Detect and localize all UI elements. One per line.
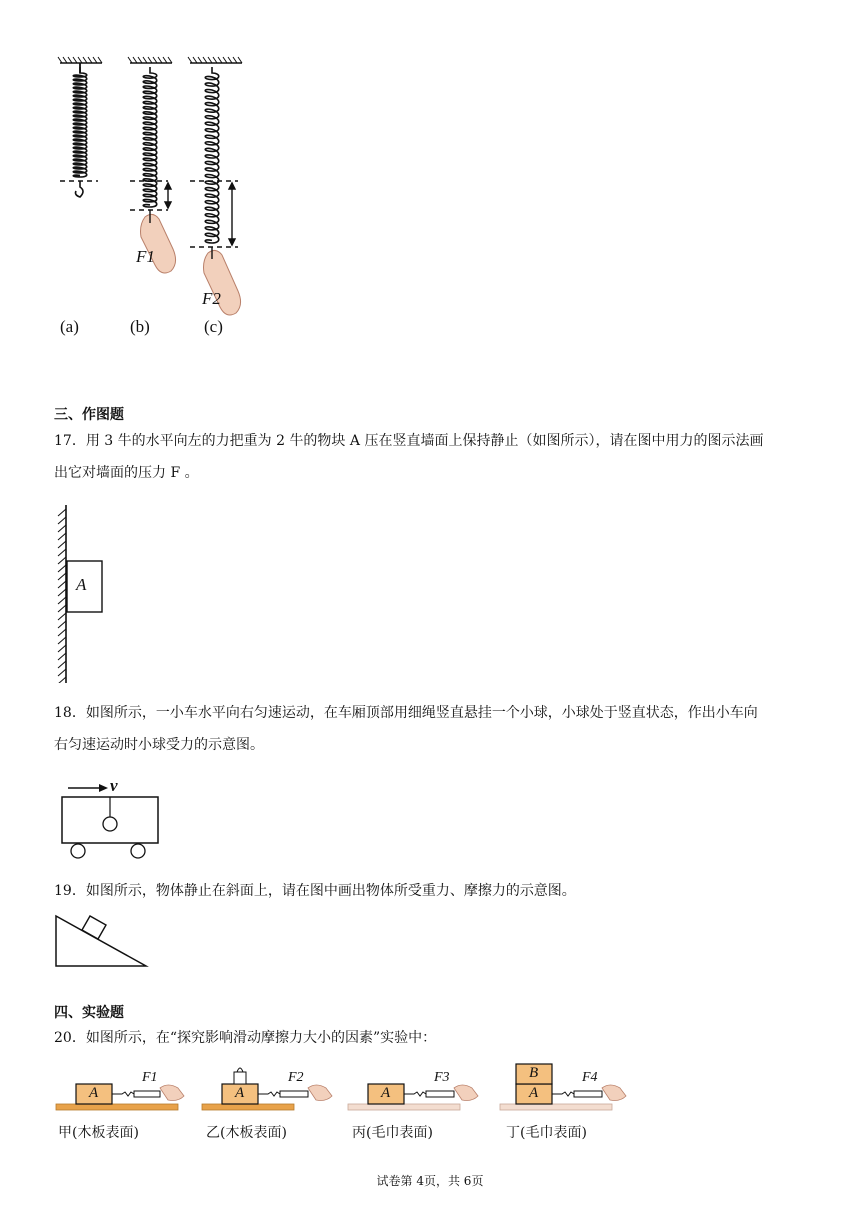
wall-hatch-line bbox=[58, 653, 66, 660]
wall-hatch-line bbox=[58, 509, 66, 516]
q18-text bbox=[54, 697, 824, 761]
q20-text: 20．如图所示，在“探究影响滑动摩擦力大小的因素”实验中： bbox=[54, 1030, 437, 1046]
incline-diagram bbox=[54, 908, 154, 970]
wall-hatch-line bbox=[58, 605, 66, 612]
spring-figure bbox=[50, 55, 270, 345]
wall-hatch-line bbox=[58, 549, 66, 556]
q18-figure bbox=[58, 776, 168, 864]
block-a-label: A bbox=[76, 575, 87, 594]
q20-figure bbox=[54, 1058, 654, 1144]
section-3-title: 三、作图题 bbox=[54, 407, 124, 423]
wall-hatch-line bbox=[58, 533, 66, 540]
wall-hatch-line bbox=[58, 573, 66, 580]
wall-hatch-line bbox=[58, 597, 66, 604]
setup-4-caption: 丁(毛巾表面) bbox=[506, 1125, 587, 1141]
wall-hatch-line bbox=[58, 677, 66, 683]
wall-hatch-line bbox=[58, 621, 66, 628]
wall-hatch-line bbox=[58, 589, 66, 596]
setup-4-block-a: A bbox=[529, 1085, 539, 1101]
q18-line-1: 18．如图所示，一小车水平向右匀速运动，在车厢顶部用细绳竖直悬挂一个小球，小球处于竖直状态，作出小车向 bbox=[54, 705, 758, 721]
wall-hatch-line bbox=[58, 581, 66, 588]
setup-4-block-b: B bbox=[529, 1065, 539, 1081]
setup-4-force: F4 bbox=[582, 1070, 598, 1085]
q17-text bbox=[54, 425, 824, 489]
wall-hatch-line bbox=[58, 661, 66, 668]
q19-text: 19．如图所示，物体静止在斜面上，请在图中画出物体所受重力、摩擦力的示意图。 bbox=[54, 883, 576, 899]
friction-experiments bbox=[54, 1058, 654, 1118]
wall-hatch-line bbox=[58, 541, 66, 548]
spring-coil bbox=[205, 67, 219, 243]
caption-b: (b) bbox=[130, 317, 150, 336]
wall-hatch-line bbox=[58, 565, 66, 572]
caption-c: (c) bbox=[204, 317, 223, 336]
page-footer: 试卷第 4页，共 6页 bbox=[376, 1174, 484, 1188]
spring-coil bbox=[143, 67, 157, 207]
wall-hatch-line bbox=[58, 557, 66, 564]
force-label-f2: F2 bbox=[202, 289, 221, 308]
force-label-f1: F1 bbox=[136, 247, 155, 266]
setup-2-force: F2 bbox=[288, 1070, 304, 1085]
wall-hatch-line bbox=[58, 629, 66, 636]
q18-line-2: 右匀速运动时小球受力的示意图。 bbox=[54, 737, 264, 753]
setup-1-caption: 甲(木板表面) bbox=[58, 1125, 139, 1141]
wall-hatch-line bbox=[58, 669, 66, 676]
caption-a: (a) bbox=[60, 317, 79, 336]
spring-diagram bbox=[50, 55, 270, 345]
wall-hatch-line bbox=[58, 517, 66, 524]
setup-2-caption: 乙(木板表面) bbox=[206, 1125, 287, 1141]
setup-1-block-a: A bbox=[89, 1085, 99, 1101]
setup-3-force: F3 bbox=[434, 1070, 450, 1085]
wall-hatch-line bbox=[58, 637, 66, 644]
velocity-label: v bbox=[110, 776, 118, 795]
section-4-title: 四、实验题 bbox=[54, 1005, 124, 1021]
q17-figure bbox=[54, 505, 114, 683]
spring-coil bbox=[73, 67, 87, 177]
wall-hatch-line bbox=[58, 613, 66, 620]
setup-1-force: F1 bbox=[142, 1070, 158, 1085]
wall-hatch-line bbox=[58, 525, 66, 532]
setup-3-block-a: A bbox=[381, 1085, 391, 1101]
setup-3-caption: 丙(毛巾表面) bbox=[352, 1125, 433, 1141]
q17-line-1: 17．用 3 牛的水平向左的力把重为 2 牛的物块 A 压在竖直墙面上保持静止（如图所示），请在图中用力的图示法画 bbox=[54, 433, 764, 449]
q19-figure bbox=[54, 908, 154, 970]
setup-2-block-a: A bbox=[235, 1085, 245, 1101]
wall-hatch-line bbox=[58, 645, 66, 652]
q17-line-2: 出它对墙面的压力 F 。 bbox=[54, 465, 199, 481]
